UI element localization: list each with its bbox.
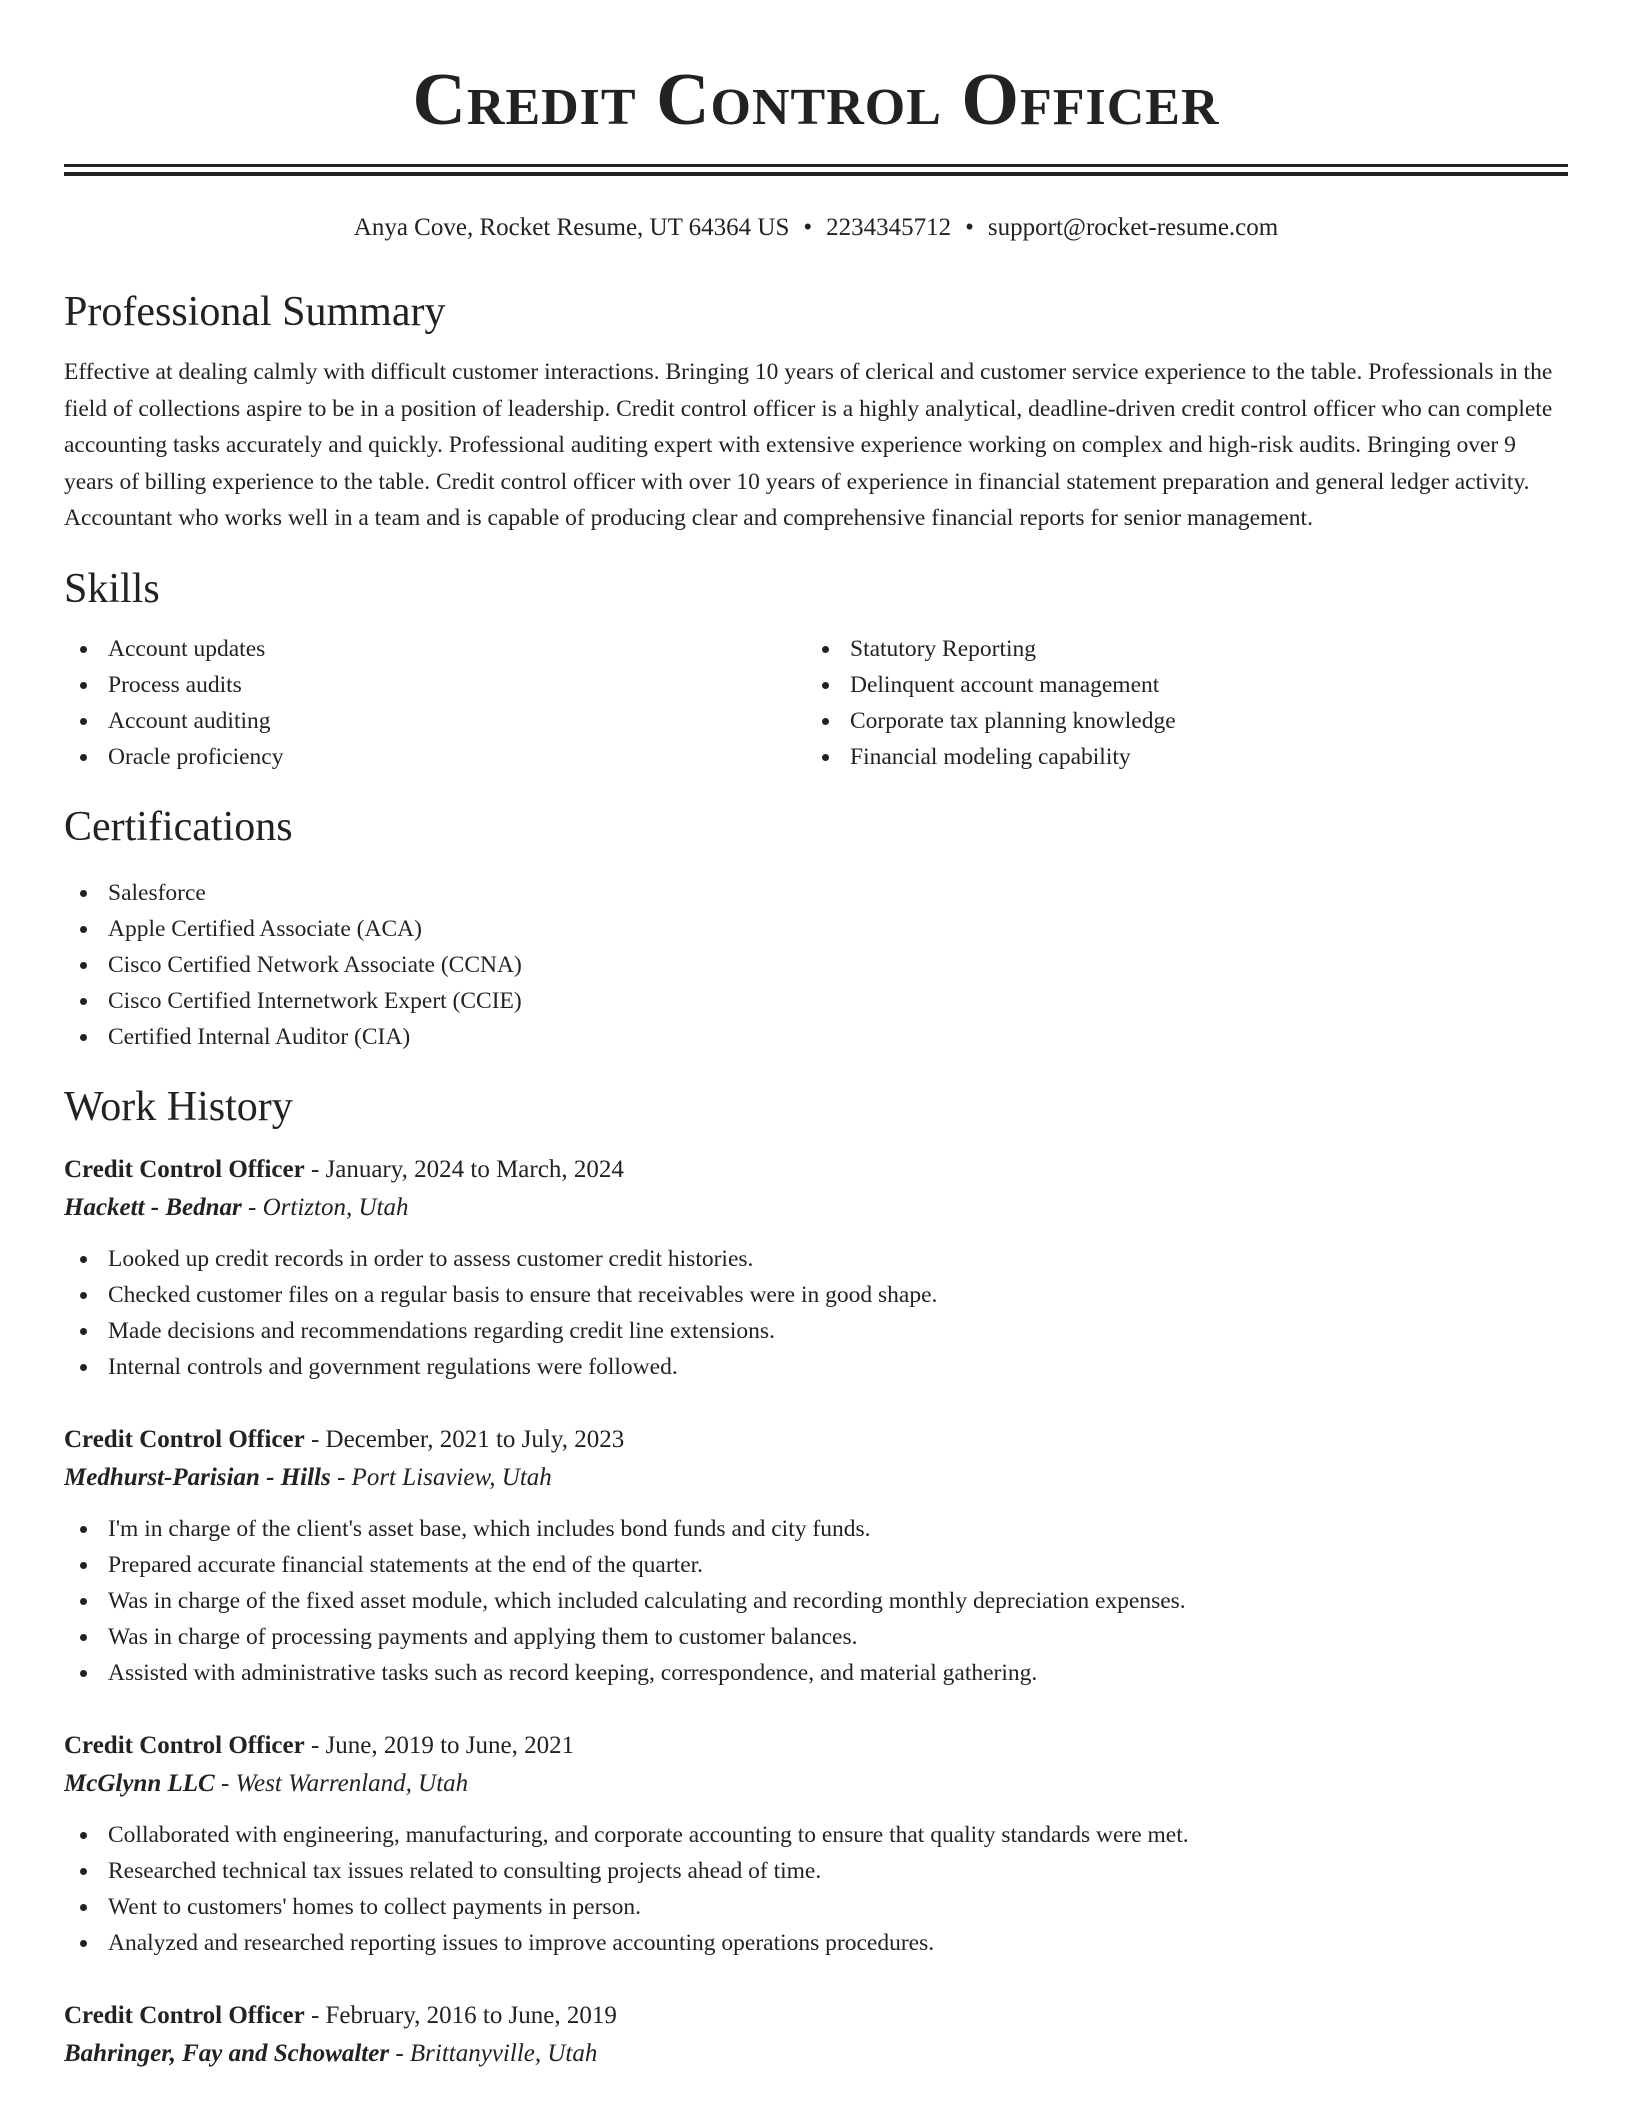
certification-item: Apple Certified Associate (ACA) [64, 911, 1568, 947]
skills-columns [64, 631, 1568, 775]
skill-item: Process audits [64, 667, 806, 703]
summary-text: Effective at dealing calmly with difficult customer interactions. Bringing 10 years of clerical and customer service experience to the table. Professionals in the field of collections aspire to be in a position of leadership. Credit control officer is a highly analytical, deadline-driven credit control officer who can complete accounting tasks accurately and quickly. Professional auditing expert with extensive experience working on complex and high-risk audits. Bringing over 9 years of billing experience to the table. Credit control officer with over 10 years of experience in financial statement preparation and general ledger activity. Accountant who works well in a team and is capable of producing clear and comprehensive financial reports for senior management. [64, 359, 1553, 531]
contact-separator: • [803, 214, 813, 241]
job-title: Credit Control Officer [64, 1731, 305, 1759]
job-title: Credit Control Officer [64, 1155, 305, 1183]
certification-item: Certified Internal Auditor (CIA) [64, 1019, 1568, 1055]
job-bullets [64, 1241, 1568, 1385]
job-bullet: Went to customers' homes to collect payments in person. [64, 1889, 1568, 1925]
job-location: - Port Lisaview, Utah [330, 1463, 552, 1491]
job-dates: - January, 2024 to March, 2024 [304, 1155, 624, 1183]
certifications-heading: Certifications [64, 803, 293, 850]
job-dates: - February, 2016 to June, 2019 [304, 2001, 617, 2029]
job-company-line [64, 1189, 1568, 1227]
job-title-line [64, 1997, 1568, 2035]
skill-item: Corporate tax planning knowledge [806, 703, 1548, 739]
resume-title: Credit Control Officer [412, 59, 1220, 141]
job-bullets [64, 1817, 1568, 1961]
job-bullet: Checked customer files on a regular basis to ensure that receivables were in good shape. [64, 1277, 1568, 1313]
job-entry [64, 1997, 1568, 2073]
skill-item: Financial modeling capability [806, 739, 1548, 775]
job-title-line [64, 1727, 1568, 1765]
certifications-list [64, 875, 1568, 1055]
certification-item: Salesforce [64, 875, 1568, 911]
job-dates: - June, 2019 to June, 2021 [304, 1731, 575, 1759]
job-entry [64, 1151, 1568, 1385]
contact-address: Anya Cove, Rocket Resume, UT 64364 US [353, 214, 790, 241]
skills-column-right [806, 631, 1548, 775]
job-company: McGlynn LLC [64, 1769, 215, 1797]
summary-heading: Professional Summary [64, 289, 446, 335]
skills-heading: Skills [64, 565, 160, 612]
job-location: - West Warrenland, Utah [214, 1769, 469, 1797]
job-company-line [64, 1765, 1568, 1803]
job-entry [64, 1421, 1568, 1691]
skill-item: Account updates [64, 631, 806, 667]
job-entry [64, 1727, 1568, 1961]
job-company-line [64, 1459, 1568, 1497]
job-title-line [64, 1421, 1568, 1459]
certification-item: Cisco Certified Internetwork Expert (CCIE) [64, 983, 1568, 1019]
skill-item: Oracle proficiency [64, 739, 806, 775]
contact-email: support@rocket-resume.com [987, 214, 1279, 241]
title-double-rule [64, 164, 1568, 176]
job-location: - Ortizton, Utah [241, 1193, 409, 1221]
job-bullet: Internal controls and government regulations were followed. [64, 1349, 1568, 1385]
job-location: - Brittanyville, Utah [389, 2039, 598, 2067]
job-bullet: Prepared accurate financial statements at the end of the quarter. [64, 1547, 1568, 1583]
job-bullet: I'm in charge of the client's asset base, which includes bond funds and city funds. [64, 1511, 1568, 1547]
job-title-line [64, 1151, 1568, 1189]
resume-page [64, 0, 1568, 2112]
title-rule-bottom [64, 172, 1568, 176]
skill-item: Statutory Reporting [806, 631, 1548, 667]
title-rule-top [64, 164, 1568, 167]
job-bullet: Looked up credit records in order to assess customer credit histories. [64, 1241, 1568, 1277]
contact-phone: 2234345712 [826, 214, 952, 241]
job-bullet: Made decisions and recommendations regarding credit line extensions. [64, 1313, 1568, 1349]
job-title: Credit Control Officer [64, 2001, 305, 2029]
job-bullet: Was in charge of the fixed asset module, which included calculating and recording monthly depreciation expenses. [64, 1583, 1568, 1619]
skills-column-left [64, 631, 806, 775]
job-bullet: Assisted with administrative tasks such as record keeping, correspondence, and material gathering. [64, 1655, 1568, 1691]
contact-separator: • [965, 214, 974, 241]
job-company: Hackett - Bednar [64, 1193, 242, 1221]
job-bullet: Analyzed and researched reporting issues to improve accounting operations procedures. [64, 1925, 1568, 1961]
job-title: Credit Control Officer [64, 1425, 305, 1453]
skill-item: Delinquent account management [806, 667, 1548, 703]
job-company: Medhurst-Parisian - Hills [64, 1463, 331, 1491]
skill-item: Account auditing [64, 703, 806, 739]
skills-list-right [806, 631, 1548, 775]
job-bullet: Collaborated with engineering, manufacturing, and corporate accounting to ensure that quality standards were met. [64, 1817, 1568, 1853]
job-bullets [64, 1511, 1568, 1691]
job-company-line [64, 2035, 1568, 2073]
job-bullet: Was in charge of processing payments and applying them to customer balances. [64, 1619, 1568, 1655]
job-company: Bahringer, Fay and Schowalter [64, 2039, 390, 2067]
certification-item: Cisco Certified Network Associate (CCNA) [64, 947, 1568, 983]
job-bullet: Researched technical tax issues related to consulting projects ahead of time. [64, 1853, 1568, 1889]
job-dates: - December, 2021 to July, 2023 [304, 1425, 625, 1453]
work-history-heading: Work History [64, 1083, 293, 1130]
skills-list-left [64, 631, 806, 775]
contact-line [64, 212, 1568, 244]
